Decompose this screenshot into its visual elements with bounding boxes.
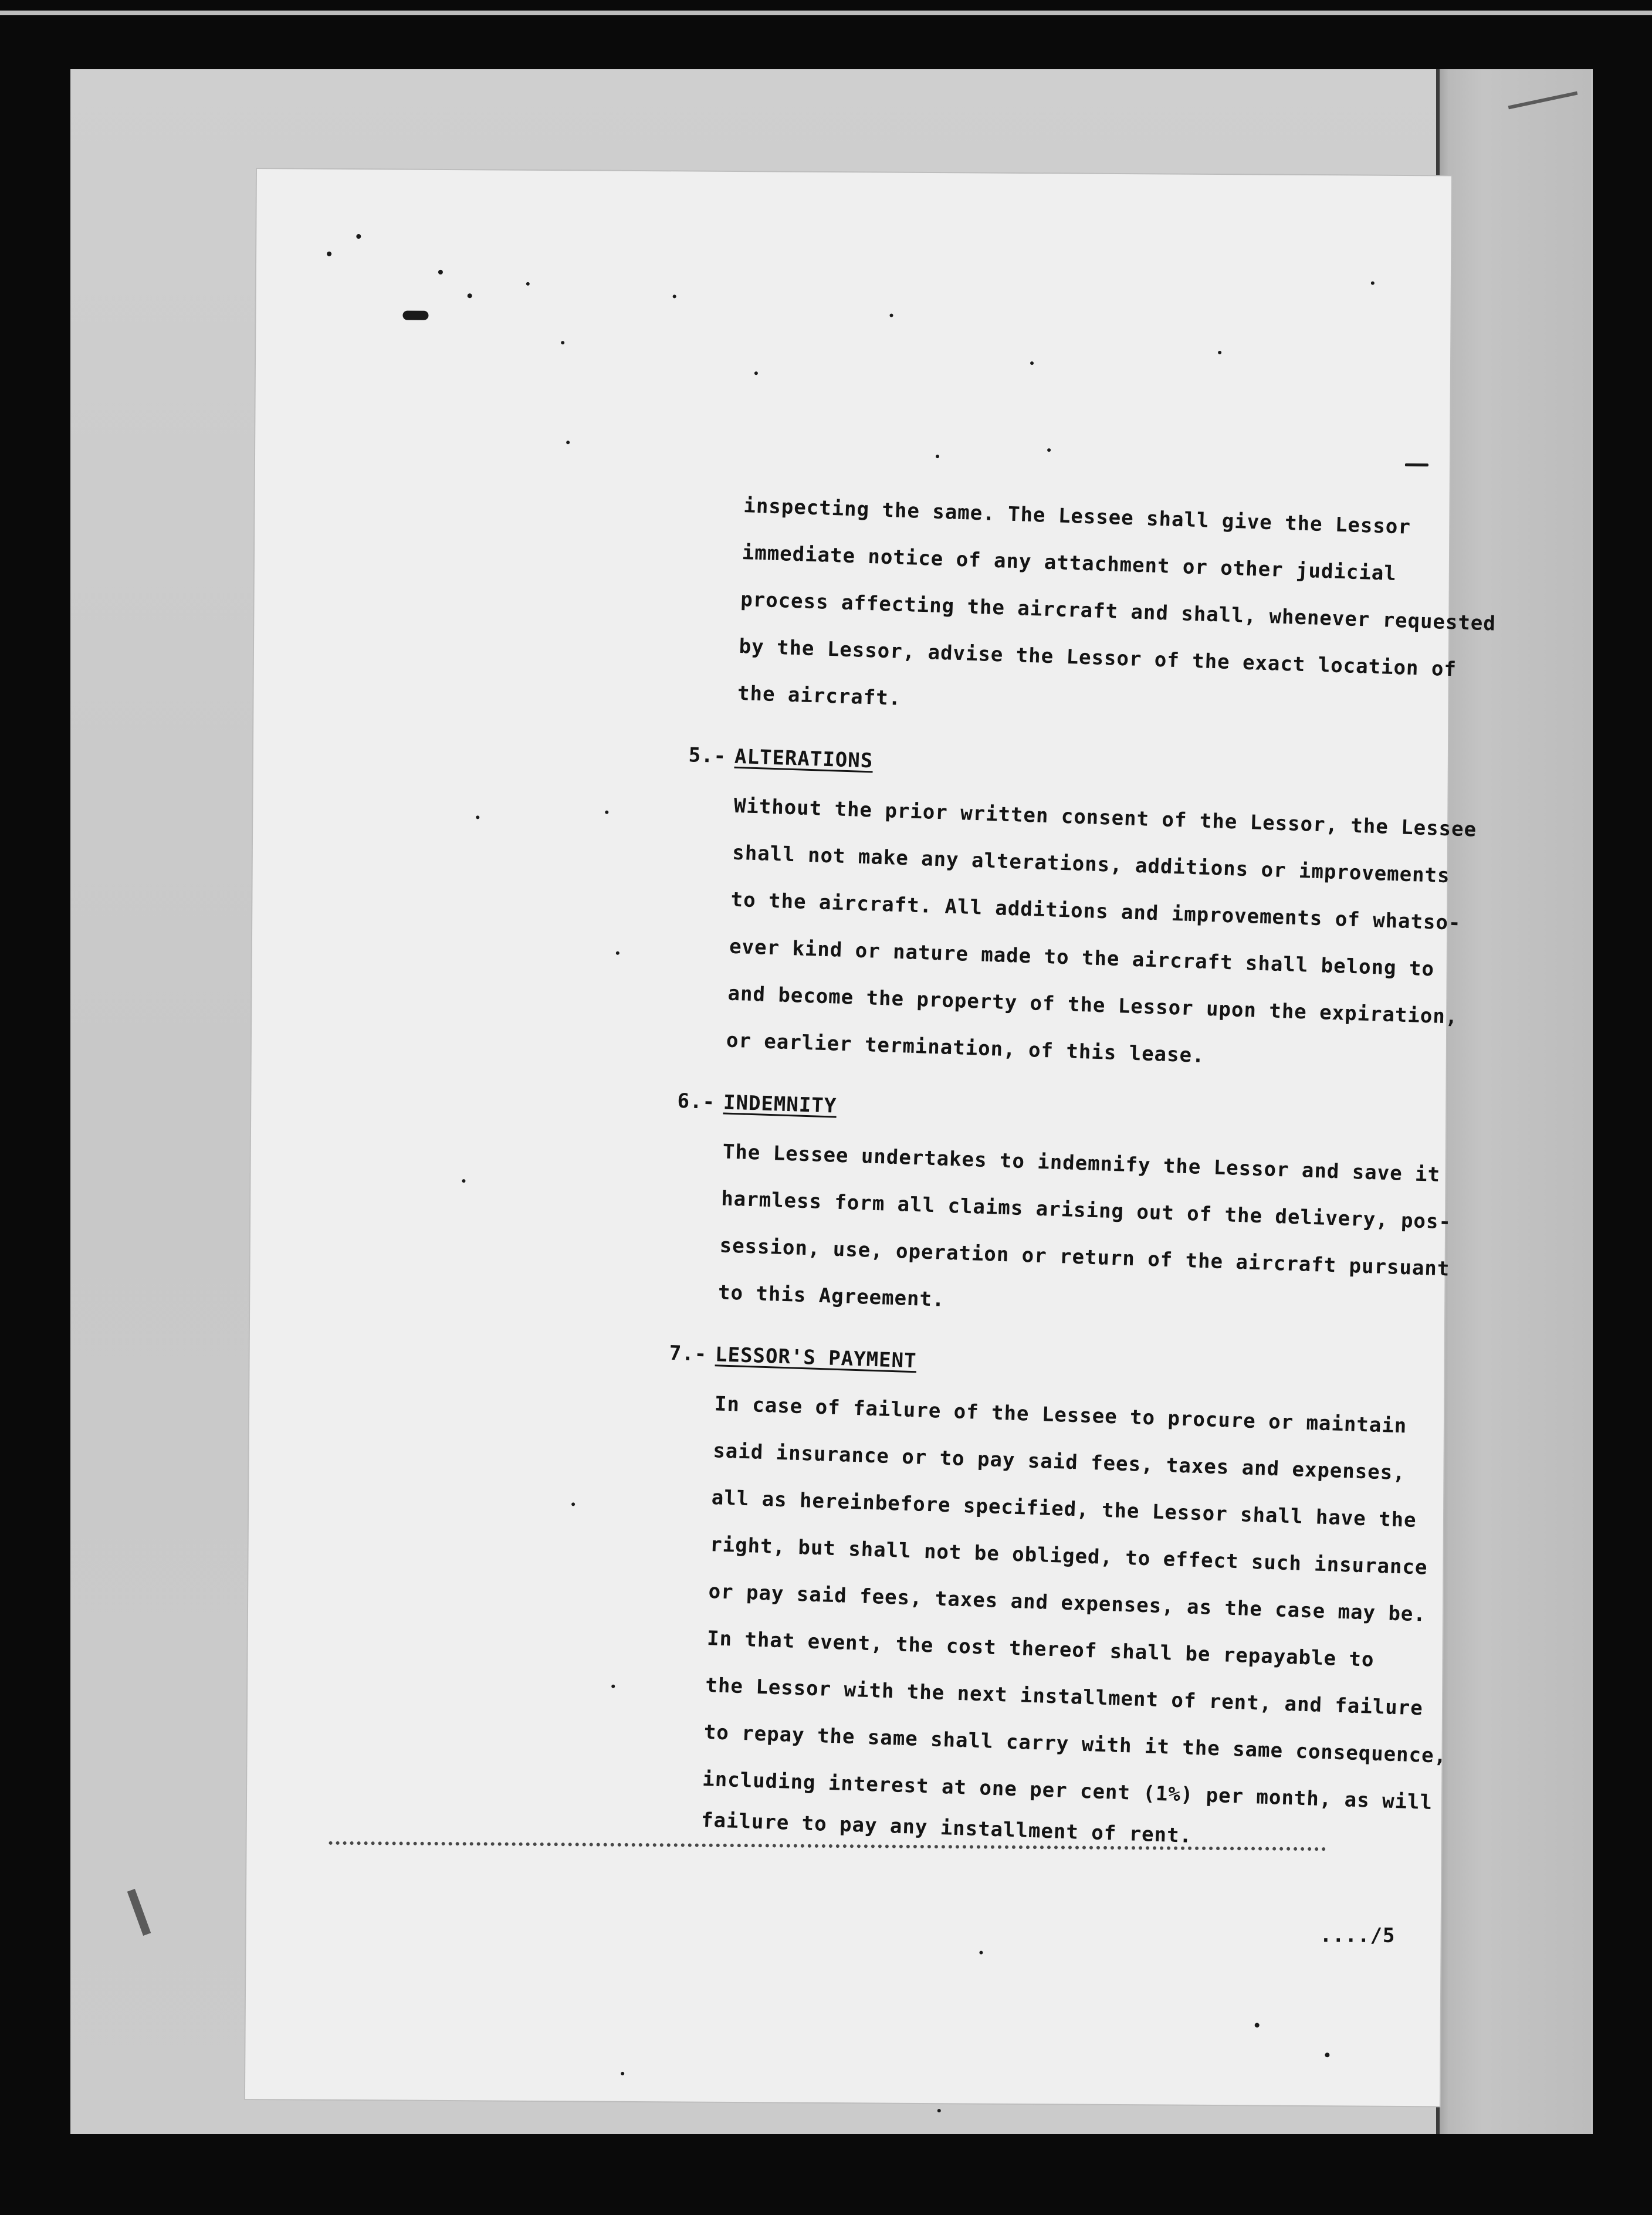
document-page [245, 169, 1497, 2106]
text-line: the aircraft. [737, 681, 902, 710]
text-line: by the Lessor, advise the Lessor of the exact location of [739, 634, 1457, 682]
text-line: and become the property of the Lessor upon the expiration, [727, 981, 1458, 1029]
text-line: the Lessor with the next installment of rent, and failure [705, 1673, 1424, 1720]
section-heading-indemnity [677, 1089, 837, 1118]
section-number: 5.- [688, 743, 727, 768]
text-line: right, but shall not be obliged, to effect such insurance [709, 1533, 1428, 1580]
section-title: LESSOR'S PAYMENT [715, 1343, 918, 1373]
section-title: INDEMNITY [723, 1090, 837, 1118]
section-heading-alterations [688, 743, 874, 773]
photo-right-margin [1436, 69, 1592, 2134]
film-border-line [0, 11, 1652, 15]
text-line: shall not make any alterations, additions or improvements [732, 841, 1451, 888]
text-line: said insurance or to pay said fees, taxes and expenses, [712, 1439, 1406, 1485]
text-line: In that event, the cost thereof shall be repayable to [706, 1627, 1375, 1672]
page-continuation-marker: ..../5 [1319, 1923, 1396, 1948]
text-line: all as hereinbefore specified, the Lessor shall have the [711, 1486, 1417, 1532]
text-line: In case of failure of the Lessee to procure or maintain [714, 1392, 1407, 1438]
section-title: ALTERATIONS [734, 744, 874, 773]
text-line: or earlier termination, of this lease. [726, 1028, 1206, 1068]
text-line: inspecting the same. The Lessee shall give the Lessor [743, 494, 1411, 539]
section-heading-lessors-payment [669, 1342, 917, 1373]
text-line: or pay said fees, taxes and expenses, as the case may be. [708, 1580, 1427, 1627]
document-text [199, 157, 1497, 2124]
section-number: 7.- [669, 1341, 707, 1366]
text-line: immediate notice of any attachment or other judicial [742, 541, 1397, 586]
text-line: failure to pay any installment of rent. [700, 1808, 1193, 1848]
text-line: ever kind or nature made to the aircraft shall belong to [729, 934, 1435, 981]
text-line: session, use, operation or return of the aircraft pursuant [719, 1234, 1450, 1281]
text-line: to repay the same shall carry with it the same consequence, [703, 1720, 1447, 1768]
text-line: to this Agreement. [717, 1281, 946, 1312]
text-line: The Lessee undertakes to indemnify the Lessor and save it [722, 1140, 1441, 1187]
text-line: Without the prior written consent of the Lessor, the Lessee [733, 794, 1477, 842]
text-line: including interest at one per cent (1%) per month, as will [702, 1767, 1433, 1815]
section-number: 6.- [677, 1089, 716, 1114]
text-line: process affecting the aircraft and shall, whenever requested [740, 587, 1497, 636]
text-line: harmless form all claims arising out of the delivery, pos- [720, 1187, 1452, 1234]
text-line: to the aircraft. All additions and improvements of whatso- [730, 888, 1462, 935]
